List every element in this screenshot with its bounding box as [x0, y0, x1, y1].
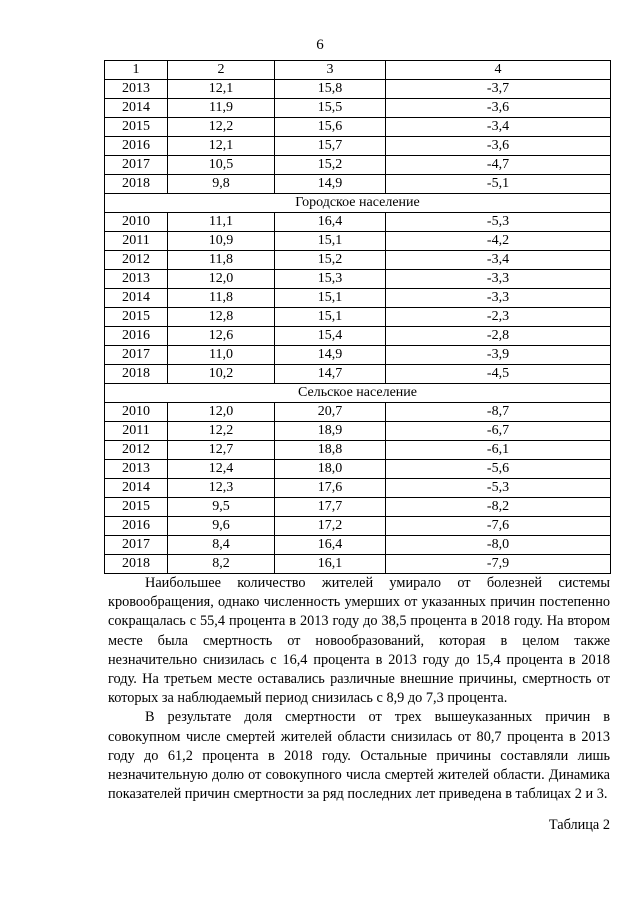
- table-cell: 10,2: [168, 365, 275, 384]
- table-section-row: [105, 194, 611, 213]
- table-cell: -7,6: [386, 517, 611, 536]
- table-row: [105, 80, 611, 99]
- table-cell: -3,4: [386, 118, 611, 137]
- table-cell: 2013: [105, 270, 168, 289]
- table-cell: 12,1: [168, 137, 275, 156]
- table-row: [105, 422, 611, 441]
- table-row: [105, 232, 611, 251]
- table-cell: 15,7: [275, 137, 386, 156]
- table-header-cell: 3: [275, 61, 386, 80]
- paragraph: Наибольшее количество жителей умирало от болезней системы кровообращения, однако численность умерших от указанных причин постепенно сокращалась с 55,4 процента в 2013 году до 38,5 процента в 2018 году. На втором месте была смертность от новообразований, которая в целом также незначительно снизилась с 16,4 процента в 2013 году до 15,4 процента в 2018 году. На третьем месте оставались различные внешние причины, смертность от которых за наблюдаемый период снизилась с 8,9 до 7,3 процента.: [108, 575, 610, 707]
- table-cell: 11,1: [168, 213, 275, 232]
- table-row: [105, 536, 611, 555]
- table-cell: -6,7: [386, 422, 611, 441]
- table-cell: 9,5: [168, 498, 275, 517]
- table-header-cell: 4: [386, 61, 611, 80]
- table-cell: -3,4: [386, 251, 611, 270]
- table-row: [105, 137, 611, 156]
- table-body: [105, 61, 611, 574]
- table-cell: 2010: [105, 403, 168, 422]
- table-cell: 10,9: [168, 232, 275, 251]
- table-cell: 17,2: [275, 517, 386, 536]
- paragraph: В результате доля смертности от трех вышеуказанных причин в совокупном числе смертей жителей области снизилась от 80,7 процента в 2013 году до 61,2 процента в 2018 году. Остальные причины составляли лишь незначительную долю от совокупного числа смертей жителей области. Динамика показателей причин смертности за ряд последних лет приведена в таблицах 2 и 3.: [108, 709, 610, 803]
- table-cell: 14,7: [275, 365, 386, 384]
- table-cell: 12,4: [168, 460, 275, 479]
- table-cell: -3,7: [386, 80, 611, 99]
- table-cell: 18,8: [275, 441, 386, 460]
- table-row: [105, 156, 611, 175]
- table-cell: 14,9: [275, 175, 386, 194]
- table-row: [105, 251, 611, 270]
- table-section-title: Городское население: [105, 194, 611, 213]
- table-cell: -3,9: [386, 346, 611, 365]
- table-cell: 15,8: [275, 80, 386, 99]
- table-cell: 12,3: [168, 479, 275, 498]
- table-cell: 2016: [105, 137, 168, 156]
- table-cell: 2017: [105, 536, 168, 555]
- table-cell: -7,9: [386, 555, 611, 574]
- table-row: [105, 270, 611, 289]
- table-cell: 12,2: [168, 118, 275, 137]
- table-row: [105, 365, 611, 384]
- table-cell: -5,6: [386, 460, 611, 479]
- table-cell: 15,5: [275, 99, 386, 118]
- table-cell: 11,0: [168, 346, 275, 365]
- table-cell: -6,1: [386, 441, 611, 460]
- table-row: [105, 403, 611, 422]
- table-cell: 12,2: [168, 422, 275, 441]
- table-cell: 12,6: [168, 327, 275, 346]
- table-row: [105, 308, 611, 327]
- table-row: [105, 555, 611, 574]
- table-cell: 2014: [105, 99, 168, 118]
- table-cell: 2015: [105, 498, 168, 517]
- table-cell: 2018: [105, 175, 168, 194]
- table-cell: 12,1: [168, 80, 275, 99]
- table-cell: 15,1: [275, 308, 386, 327]
- statistics-table: [104, 60, 611, 574]
- table-cell: 10,5: [168, 156, 275, 175]
- table-cell: 18,0: [275, 460, 386, 479]
- table-cell: -3,6: [386, 137, 611, 156]
- table-row: [105, 289, 611, 308]
- table-cell: 15,1: [275, 289, 386, 308]
- table-header-row: [105, 61, 611, 80]
- table-cell: 15,4: [275, 327, 386, 346]
- table-cell: 2018: [105, 365, 168, 384]
- table-cell: 16,4: [275, 536, 386, 555]
- table-cell: -4,5: [386, 365, 611, 384]
- table-cell: 17,7: [275, 498, 386, 517]
- table-cell: 12,8: [168, 308, 275, 327]
- table-cell: 2011: [105, 232, 168, 251]
- table-row: [105, 517, 611, 536]
- table-row: [105, 213, 611, 232]
- table-cell: -8,7: [386, 403, 611, 422]
- table-cell: -3,3: [386, 289, 611, 308]
- table-cell: 15,2: [275, 251, 386, 270]
- table-cell: 14,9: [275, 346, 386, 365]
- table-cell: 2014: [105, 289, 168, 308]
- body-text: [108, 574, 610, 804]
- table-row: [105, 479, 611, 498]
- table-cell: 8,2: [168, 555, 275, 574]
- table-cell: 2015: [105, 118, 168, 137]
- table-cell: 15,1: [275, 232, 386, 251]
- table-cell: 18,9: [275, 422, 386, 441]
- page-number: 6: [316, 37, 324, 53]
- table-header-cell: 2: [168, 61, 275, 80]
- table-cell: 12,0: [168, 403, 275, 422]
- table-cell: -8,2: [386, 498, 611, 517]
- table-cell: 2010: [105, 213, 168, 232]
- table-cell: -5,1: [386, 175, 611, 194]
- table-cell: -2,8: [386, 327, 611, 346]
- table-row: [105, 327, 611, 346]
- table-cell: 2014: [105, 479, 168, 498]
- table-cell: 2017: [105, 156, 168, 175]
- table-cell: 11,9: [168, 99, 275, 118]
- table-cell: 2016: [105, 327, 168, 346]
- table-row: [105, 99, 611, 118]
- table-cell: 2015: [105, 308, 168, 327]
- table-cell: 11,8: [168, 251, 275, 270]
- table-cell: 11,8: [168, 289, 275, 308]
- table-row: [105, 498, 611, 517]
- table-cell: 2017: [105, 346, 168, 365]
- table-cell: 2013: [105, 80, 168, 99]
- table-caption: Таблица 2: [548, 817, 610, 833]
- table-cell: -3,3: [386, 270, 611, 289]
- table-cell: -4,7: [386, 156, 611, 175]
- table-cell: 2013: [105, 460, 168, 479]
- table-cell: 15,3: [275, 270, 386, 289]
- table-cell: 15,6: [275, 118, 386, 137]
- table-cell: 16,1: [275, 555, 386, 574]
- table-cell: 2012: [105, 441, 168, 460]
- table-cell: 12,0: [168, 270, 275, 289]
- table-cell: 2016: [105, 517, 168, 536]
- table-section-row: [105, 384, 611, 403]
- table-cell: 15,2: [275, 156, 386, 175]
- table-cell: -5,3: [386, 479, 611, 498]
- table-cell: 8,4: [168, 536, 275, 555]
- table-cell: -5,3: [386, 213, 611, 232]
- table-cell: 20,7: [275, 403, 386, 422]
- table-cell: 9,6: [168, 517, 275, 536]
- table-cell: 17,6: [275, 479, 386, 498]
- table-cell: -3,6: [386, 99, 611, 118]
- table-cell: -4,2: [386, 232, 611, 251]
- table-cell: 12,7: [168, 441, 275, 460]
- table-row: [105, 346, 611, 365]
- table-cell: 16,4: [275, 213, 386, 232]
- table-cell: -2,3: [386, 308, 611, 327]
- table-row: [105, 441, 611, 460]
- table-row: [105, 460, 611, 479]
- table-header-cell: 1: [105, 61, 168, 80]
- table-section-title: Сельское население: [105, 384, 611, 403]
- table-row: [105, 118, 611, 137]
- table-cell: 2012: [105, 251, 168, 270]
- table-cell: 2018: [105, 555, 168, 574]
- table-cell: 2011: [105, 422, 168, 441]
- table-cell: -8,0: [386, 536, 611, 555]
- table-cell: 9,8: [168, 175, 275, 194]
- table-row: [105, 175, 611, 194]
